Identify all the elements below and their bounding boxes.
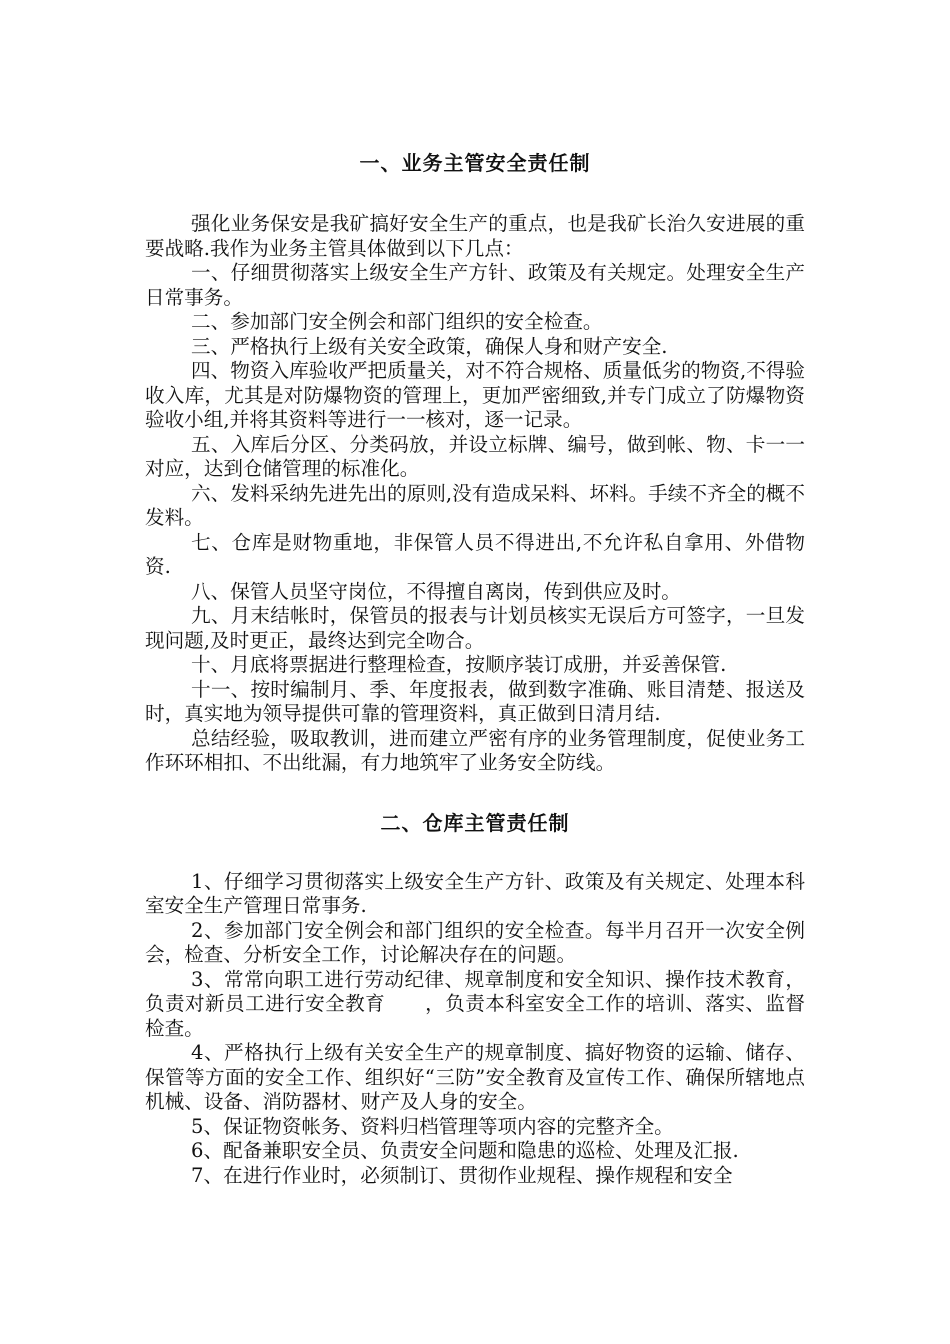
paragraph: 五、入库后分区、分类码放，并设立标牌、编号，做到帐、物、卡一一对应，达到仓储管理的标准化。 bbox=[145, 432, 805, 480]
paragraph: 6、配备兼职安全员、负责安全问题和隐患的巡检、处理及汇报. bbox=[191, 1139, 739, 1162]
paragraph: 四、物资入库验收严把质量关，对不符合规格、质量低劣的物资,不得验收入库，尤其是对防爆物资的管理上，更加严密细致,并专门成立了防爆物资验收小组,并将其资料等进行一一核对，逐一记录。 bbox=[145, 359, 805, 431]
paragraph: 十、月底将票据进行整理检查，按顺序装订成册，并妥善保管. bbox=[191, 653, 727, 676]
paragraph: 二、参加部门安全例会和部门组织的安全检查。 bbox=[191, 310, 603, 333]
paragraph: 1、仔细学习贯彻落实上级安全生产方针、政策及有关规定、处理本科室安全生产管理日常事务. bbox=[145, 869, 805, 917]
section-2-body bbox=[145, 870, 805, 1189]
paragraph: 2、参加部门安全例会和部门组织的安全检查。每半月召开一次安全例会，检查、分析安全工作，讨论解决存在的问题。 bbox=[145, 918, 805, 966]
paragraph: 十一、按时编制月、季、年度报表，做到数字准确、账目清楚、报送及时，真实地为领导提供可靠的管理资料，真正做到日清月结. bbox=[145, 677, 805, 725]
paragraph: 7、在进行作业时，必须制订、贯彻作业规程、操作规程和安全 bbox=[191, 1163, 733, 1187]
section-1-title: 一、业务主管安全责任制 bbox=[359, 151, 591, 175]
section-1-body bbox=[145, 212, 805, 776]
paragraph: 七、仓库是财物重地，非保管人员不得进出,不允许私自拿用、外借物资. bbox=[145, 530, 805, 578]
paragraph: 六、发料采纳先进先出的原则,没有造成呆料、坏料。手续不齐全的概不发料。 bbox=[145, 481, 805, 529]
paragraph: 4、严格执行上级有关安全生产的规章制度、搞好物资的运输、储存、保管等方面的安全工作、组织好“三防”安全教育及宣传工作、确保所辖地点机械、设备、消防器材、财产及人身的安全。 bbox=[145, 1041, 805, 1113]
paragraph: 5、保证物资帐务、资料归档管理等项内容的完整齐全。 bbox=[191, 1114, 674, 1138]
document-page bbox=[145, 0, 805, 1188]
section-2-title: 二、仓库主管责任制 bbox=[380, 810, 570, 835]
paragraph: 八、保管人员坚守岗位，不得擅自离岗，传到供应及时。 bbox=[191, 579, 681, 603]
paragraph: 强化业务保安是我矿搞好安全生产的重点，也是我矿长治久安进展的重要战略.我作为业务主管具体做到以下几点： bbox=[145, 212, 805, 260]
paragraph: 一、仔细贯彻落实上级安全生产方针、政策及有关规定。处理安全生产日常事务。 bbox=[145, 261, 805, 309]
paragraph: 3、常常向职工进行劳动纪律、规章制度和安全知识、操作技术教育，负责对新员工进行安全教育 ，负责本科室安全工作的培训、落实、监督检查。 bbox=[145, 967, 805, 1040]
paragraph: 三、严格执行上级有关安全政策，确保人身和财产安全. bbox=[191, 334, 668, 358]
paragraph: 九、月末结帐时，保管员的报表与计划员核实无误后方可签字，一旦发现问题,及时更正，最终达到完全吻合。 bbox=[145, 604, 805, 652]
paragraph: 总结经验，吸取教训，进而建立严密有序的业务管理制度，促使业务工作环环相扣、不出纰漏，有力地筑牢了业务安全防线。 bbox=[145, 726, 805, 774]
